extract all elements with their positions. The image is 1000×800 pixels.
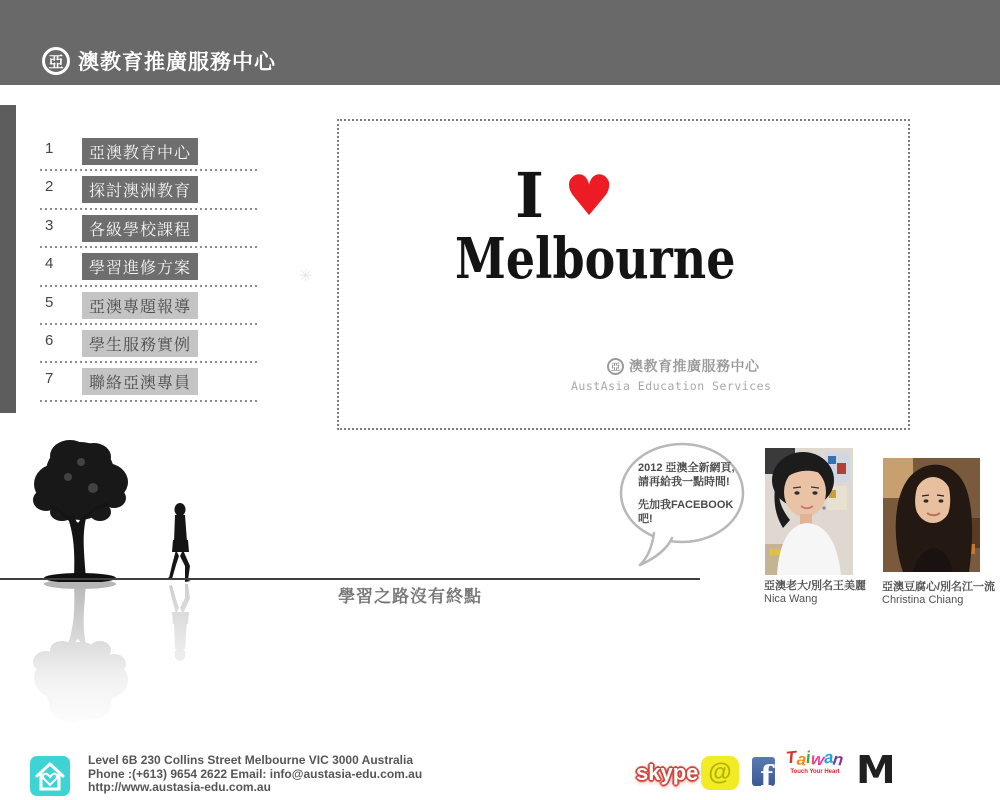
dotted-separator [40, 400, 258, 402]
sidebar-item-study-plans[interactable]: 學習進修方案 [82, 253, 198, 280]
hero-banner [337, 119, 910, 430]
scene-tagline: 學習之路沒有終點 [338, 587, 482, 606]
caption-nica-en: Nica Wang [764, 593, 818, 605]
hero-i-text: I [515, 159, 545, 232]
skype-icon[interactable]: skype [636, 760, 699, 785]
bubble-line3: 先加我FACEBOOK吧! [638, 499, 734, 525]
ground-line [0, 578, 700, 580]
address-line1: Level 6B 230 Collins Street Melbourne VIC 3000 Australia [88, 753, 414, 767]
home-heart-icon [30, 756, 70, 796]
speech-bubble-text [638, 461, 738, 526]
hero-brand-row [607, 356, 760, 376]
hero-melbourne-text: Melbourne [455, 226, 736, 292]
at-glyph: @ [708, 759, 732, 786]
faint-asterisk-mark: ✳ [299, 268, 313, 285]
hero-brand-logo-icon: 亞 [607, 358, 624, 375]
reflection-fade-overlay [0, 588, 320, 740]
menu-number: 6 [45, 331, 54, 349]
sidebar-row [40, 213, 258, 251]
dotted-separator [40, 361, 258, 363]
sidebar-row [40, 251, 258, 289]
staff-photo-nica [765, 448, 853, 575]
sidebar-item-student-services[interactable]: 學生服務實例 [82, 330, 198, 357]
staff-photo-christina [883, 458, 980, 572]
dotted-separator [40, 208, 258, 210]
bubble-line2: 請再給我一點時間! [638, 476, 730, 488]
caption-christina-cn: 亞澳豆腐心/別名江一流 [882, 581, 996, 593]
taiwan-tagline: Touch Your Heart [790, 769, 840, 775]
dotted-separator [40, 323, 258, 325]
dotted-separator [40, 246, 258, 248]
taiwan-tourism-icon[interactable] [785, 747, 845, 775]
footer-address [88, 754, 422, 795]
menu-number: 3 [45, 216, 54, 234]
menu-number: 5 [45, 293, 54, 311]
brand-logo-icon: 亞 [42, 47, 70, 75]
menu-number: 7 [45, 370, 54, 388]
menu-number: 1 [45, 140, 54, 157]
sidebar-row [40, 174, 258, 212]
heart-icon: ♥ [564, 163, 615, 229]
tree-silhouette [18, 432, 143, 582]
speech-bubble [618, 441, 748, 569]
bubble-line1: 2012 亞澳全新網頁, [638, 462, 735, 474]
caption-christina-en: Christina Chiang [882, 594, 964, 606]
menu-number: 2 [45, 178, 54, 196]
hero-i-heart [515, 159, 615, 232]
m-logo-icon[interactable]: M [856, 748, 896, 792]
sidebar-item-center[interactable]: 亞澳教育中心 [82, 138, 198, 165]
left-accent-bar [0, 105, 16, 413]
sidebar-item-contact[interactable]: 聯絡亞澳專員 [82, 368, 198, 395]
header-bar [0, 0, 1000, 85]
dotted-separator [40, 285, 258, 287]
hero-brand-cn: 澳教育推廣服務中心 [629, 358, 760, 374]
sidebar-item-explore[interactable]: 探討澳洲教育 [82, 176, 198, 203]
sidebar-row [40, 290, 258, 328]
walking-person-silhouette [162, 502, 196, 582]
email-at-icon[interactable] [701, 756, 739, 790]
facebook-f-glyph: f [760, 760, 773, 786]
sidebar-row [40, 328, 258, 366]
taiwan-letters: Taiwan [785, 747, 845, 770]
sidebar-item-courses[interactable]: 各級學校課程 [82, 215, 198, 242]
sidebar-menu [40, 136, 258, 405]
address-url[interactable]: http://www.austasia-edu.com.au [88, 780, 271, 794]
sidebar-item-reports[interactable]: 亞澳專題報導 [82, 292, 198, 319]
caption-christina [882, 581, 995, 607]
dotted-separator [40, 169, 258, 171]
menu-number: 4 [45, 255, 54, 273]
hero-brand-en: AustAsia Education Services [571, 379, 772, 393]
sidebar-row [40, 136, 258, 174]
caption-nica-cn: 亞澳老大/別名王美麗 [764, 580, 867, 592]
header-brand[interactable] [42, 46, 276, 76]
sidebar-row [40, 366, 258, 404]
brand-title: 澳教育推廣服務中心 [78, 51, 276, 74]
facebook-icon[interactable] [752, 757, 775, 786]
address-line2: Phone :(+613) 9654 2622 Email: info@austasia-edu.com.au [88, 766, 423, 781]
caption-nica [764, 580, 866, 606]
